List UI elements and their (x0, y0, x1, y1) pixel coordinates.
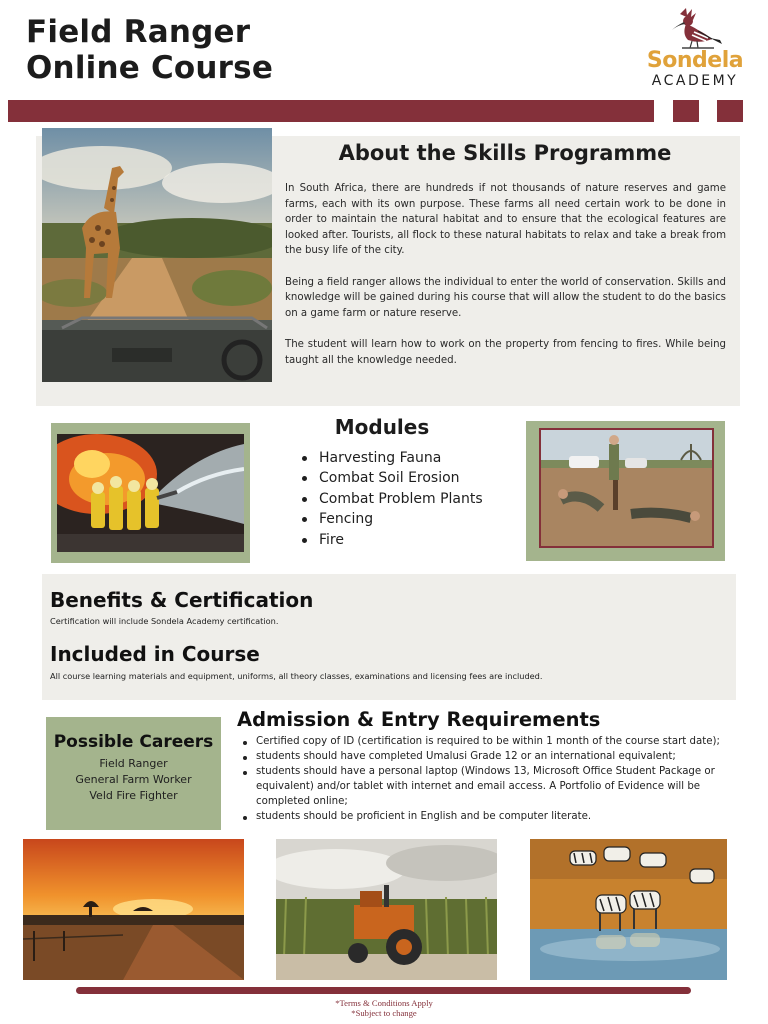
admission-list (240, 735, 734, 824)
about-paragraph: In South Africa, there are hundreds if not thousands of nature reserves and game farms, each with its own purpose. These farms all need certain work to be done in order to maintain the natural habitat and to ensure that the ecological features are looked after. Tourists, all flock to these natural habitats to relax and take a break from the busy life of the city. (285, 183, 726, 257)
career-item: Field Ranger (99, 757, 168, 770)
list-item (300, 448, 483, 468)
about-paragraph: Being a field ranger allows the individual to enter the world of conservation. Skills and knowledge will be gained during his course that will allow the student to do the basics on a game farm or nature reserve. (285, 276, 726, 319)
footer-divider-bar (76, 987, 691, 994)
bullet-icon (302, 538, 307, 543)
bullet-icon (243, 741, 247, 745)
about-title: About the Skills Programme (338, 141, 672, 165)
list-item (240, 810, 734, 825)
module-label: Combat Problem Plants (319, 490, 483, 507)
bullet-icon (302, 497, 307, 502)
footer-terms: *Terms & Conditions Apply (335, 998, 433, 1008)
bullet-icon (243, 771, 247, 775)
included-title: Included in Course (50, 642, 260, 666)
sunset-road-photo (23, 839, 244, 980)
benefits-text: Certification will include Sondela Academy certification. (50, 616, 279, 626)
careers-title: Possible Careers (53, 732, 214, 752)
list-item (240, 765, 734, 810)
requirement-text: Certified copy of ID (certification is required to be within 1 month of the course start date); (256, 736, 720, 747)
footer-subject-to-change: *Subject to change (351, 1008, 417, 1018)
sondela-academy-logo (642, 6, 748, 92)
module-label: Fencing (319, 511, 374, 528)
footer-notes (284, 998, 484, 1018)
modules-list (300, 448, 483, 550)
header-divider-square (673, 100, 699, 122)
list-item (240, 735, 734, 750)
modules-title: Modules (334, 415, 430, 439)
module-label: Combat Soil Erosion (319, 470, 460, 487)
module-label: Harvesting Fauna (319, 450, 442, 466)
list-item (240, 750, 734, 765)
admission-title: Admission & Entry Requirements (237, 708, 601, 731)
module-label: Fire (319, 531, 344, 548)
requirement-text: students should be proficient in English and be computer literate. (256, 810, 592, 822)
benefits-title: Benefits & Certification (50, 588, 314, 612)
giraffe-safari-photo (42, 128, 272, 382)
header-divider-bar (8, 100, 654, 122)
zebras-waterhole-photo (530, 839, 727, 980)
bullet-icon (243, 756, 247, 760)
field-training-photo (539, 428, 714, 548)
firefighters-photo (57, 434, 244, 552)
bullet-icon (302, 456, 307, 461)
bullet-icon (302, 476, 307, 481)
requirement-text: students should have a personal laptop (Windows 13, Microsoft Office Student Package or equivalent) and/or tablet with internet and email access. A Portfolio of Evidence will be completed online; (256, 765, 715, 807)
list-item (300, 509, 483, 529)
title-line-1: Field Ranger (26, 14, 251, 50)
list-item (300, 489, 483, 509)
included-text: All course learning materials and equipment, uniforms, all theory classes, examinations and licensing fees are included. (50, 671, 543, 681)
header-divider-square (717, 100, 743, 122)
bullet-icon (243, 816, 247, 820)
requirement-text: students should have completed Umalusi Grade 12 or an international equivalent; (256, 750, 676, 762)
careers-list (46, 756, 221, 804)
about-paragraph: The student will learn how to work on the property from fencing to fires. While being taught all the knowledge needed. (285, 338, 726, 366)
list-item (300, 530, 483, 550)
title-line-2: Online Course (26, 50, 274, 86)
logo-subtitle: ACADEMY (651, 73, 739, 89)
tractor-cornfield-photo (276, 839, 497, 980)
career-item: Veld Fire Fighter (89, 789, 178, 802)
logo-wordmark: Sondela (646, 48, 744, 73)
about-description (285, 181, 726, 384)
bullet-icon (302, 517, 307, 522)
hoopoe-bird-icon (642, 6, 748, 52)
career-item: General Farm Worker (75, 773, 192, 786)
course-title (26, 14, 273, 86)
list-item (300, 468, 483, 488)
